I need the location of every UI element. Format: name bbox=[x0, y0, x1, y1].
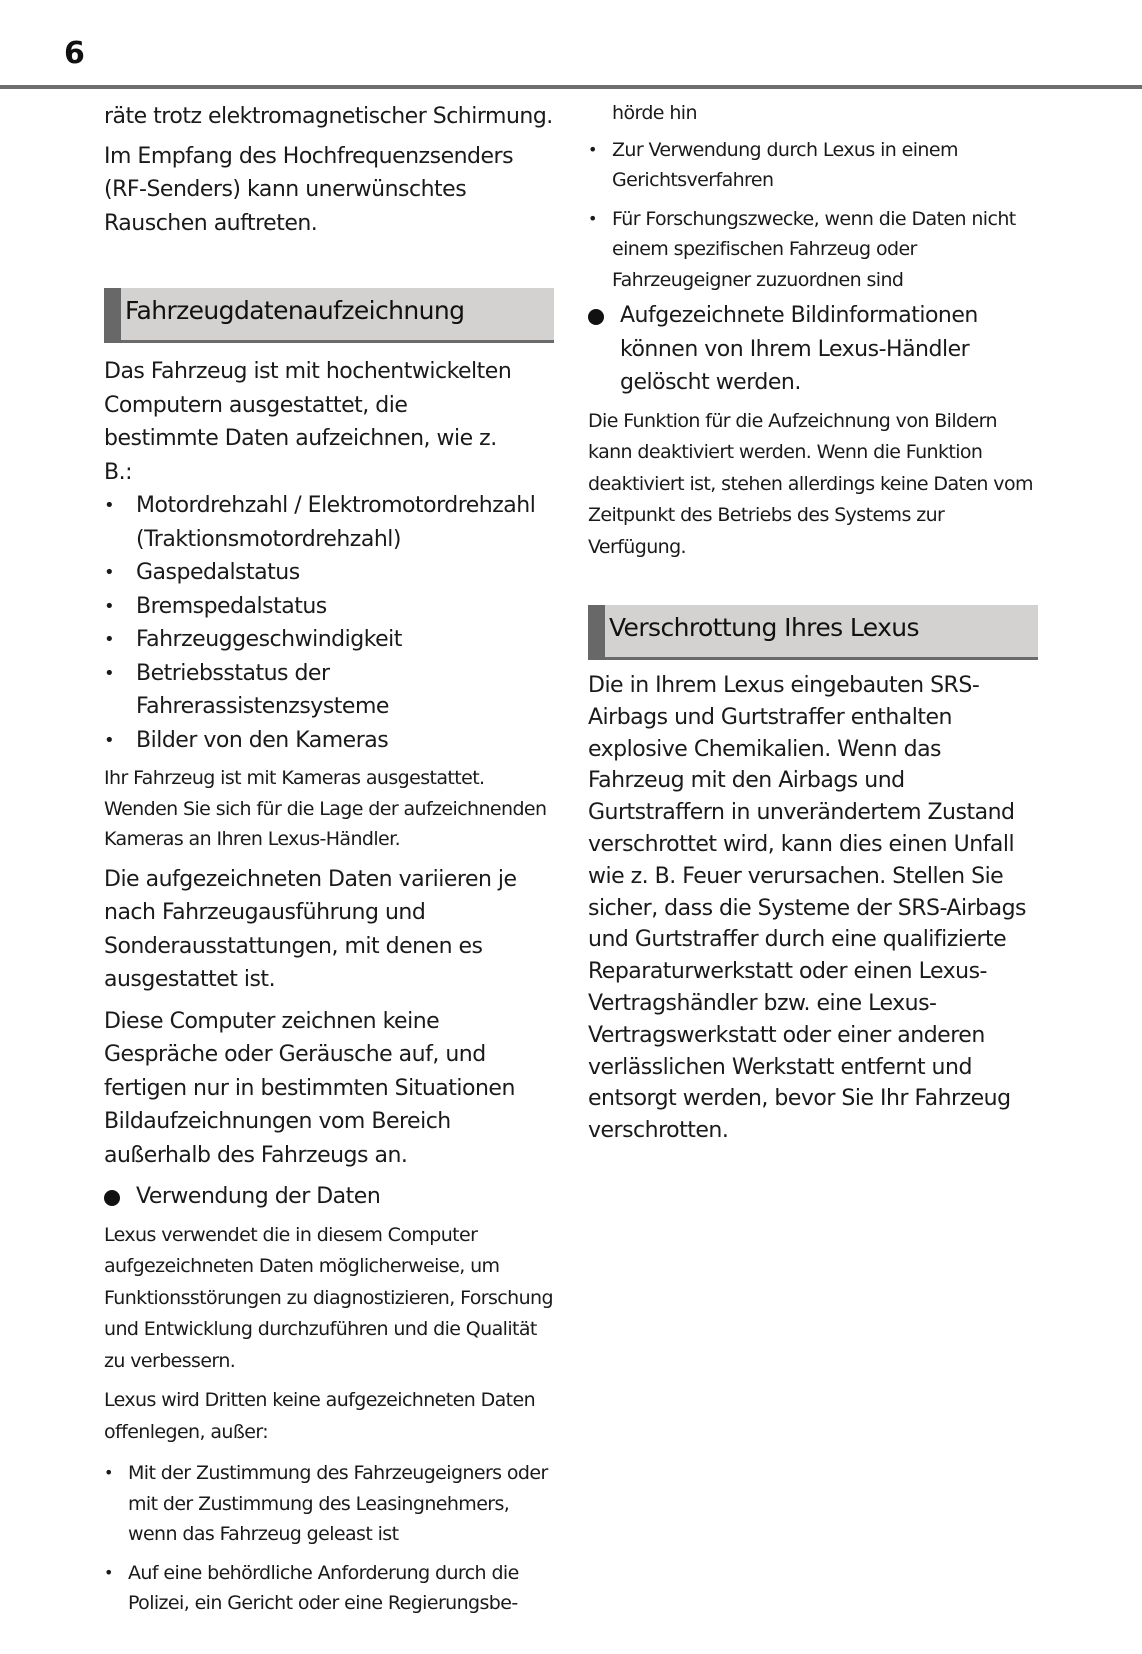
rf-note: Im Empfang des Hochfrequenzsenders (RF-Senders) kann unerwünschtes Rauschen auftreten. bbox=[104, 143, 514, 236]
right-column bbox=[588, 98, 1038, 1155]
disclosure-list bbox=[104, 1458, 554, 1619]
filled-circle-bullet-icon bbox=[104, 1190, 120, 1206]
list-item: • Gaspedalstatus bbox=[104, 556, 554, 590]
bullet-icon: • bbox=[104, 1463, 113, 1482]
list-item: • Mit der Zustimmung des Fahrzeugeigners oder mit der Zustimmung des Leasingnehmers, wenn das Fahrzeug geleast ist bbox=[104, 1458, 554, 1550]
bullet-icon: • bbox=[588, 139, 597, 159]
header-rule bbox=[0, 85, 1142, 89]
bullet-icon: • bbox=[104, 595, 115, 617]
bullet-icon: • bbox=[104, 1562, 113, 1582]
section-header-data-recording bbox=[104, 288, 554, 343]
section-header-accent-bar bbox=[588, 605, 605, 660]
bullet-icon: • bbox=[104, 729, 115, 751]
scrapping-body: Die in Ihrem Lexus eingebauten SRS-Airbags und Gurtstraffer enthalten explosive Chemikalien. Wenn das Fahrzeug mit den Airbags und Gurtstraffern in unverändertem Zustand verschrottet wird, kann dies einen Unfall wie z. B. Feuer verursachen. Stellen Sie sicher, dass die Systeme der SRS-Airbags und Gurtstraffer durch eine qualifizierte Reparaturwerkstatt oder einen Lexus-Vertragshändler bzw. eine Lexus-Vertragswerkstatt oder einer anderen verlässlichen Werkstatt entfernt und entsorgt werden, bevor Sie Ihr Fahrzeug verschrotten. bbox=[588, 673, 1027, 1144]
page-number: 6 bbox=[64, 36, 85, 71]
disclosure-intro: Lexus wird Dritten keine aufgezeichneten Daten offenlegen, außer: bbox=[104, 1389, 536, 1443]
list-item: • Motordrehzahl / Elektromotordrehzahl (Traktionsmotordrehzahl) bbox=[104, 489, 554, 556]
bullet-icon: • bbox=[104, 562, 115, 583]
section-intro: Das Fahrzeug ist mit hochentwickelten Computern ausgestattet, die bestimmte Daten aufzeichnen, wie z. B.: bbox=[104, 359, 512, 485]
section-header-accent-bar bbox=[104, 288, 121, 343]
list-item: • Für Forschungszwecke, wenn die Daten nicht einem spezifischen Fahrzeug oder Fahrzeugeigner zuzuordnen sind bbox=[588, 204, 1038, 296]
section-title: Fahrzeugdatenaufzeichnung bbox=[125, 296, 465, 325]
disclosure-list-continued bbox=[588, 135, 1038, 296]
camera-note: Ihr Fahrzeug ist mit Kameras ausgestattet. Wenden Sie sich für die Lage der aufzeichnenden Kameras an Ihren Lexus-Händler. bbox=[104, 767, 547, 850]
recorded-data-list bbox=[104, 489, 554, 757]
variation-text: Die aufgezeichneten Daten variieren je nach Fahrzeugausführung und Sonderausstattungen, mit denen es ausgestattet ist. bbox=[104, 866, 517, 992]
left-column bbox=[104, 100, 554, 1627]
intro-fragment: räte trotz elektromagnetischer Schirmung. bbox=[104, 104, 553, 129]
bullet-icon: • bbox=[104, 629, 115, 650]
list-item: • Bremspedalstatus bbox=[104, 590, 554, 624]
continuation-text: hörde hin bbox=[612, 102, 697, 124]
filled-circle-bullet-icon bbox=[588, 309, 604, 325]
list-item: • Betriebsstatus der Fahrerassistenzsysteme bbox=[104, 657, 554, 724]
bullet-icon: • bbox=[104, 662, 115, 684]
deactivation-note: Die Funktion für die Aufzeichnung von Bildern kann deaktiviert werden. Wenn die Funktion deaktiviert ist, stehen allerdings keine Daten vom Zeitpunkt des Betriebs des Systems zur Verfügung. bbox=[588, 409, 1033, 558]
bullet-icon: • bbox=[104, 495, 115, 516]
image-deletion-note: Aufgezeichnete Bildinformationen können von Ihrem Lexus-Händler gelöscht werden. bbox=[588, 299, 1038, 400]
list-item: • Auf eine behördliche Anforderung durch die Polizei, ein Gericht oder eine Regierungsbe- bbox=[104, 1558, 554, 1619]
list-item: • Fahrzeuggeschwindigkeit bbox=[104, 623, 554, 657]
usage-text: Lexus verwendet die in diesem Computer aufgezeichneten Daten möglicherweise, um Funktionsstörungen zu diagnostizieren, Forschung und Entwicklung durchzuführen und die Qualität zu verbessern. bbox=[104, 1223, 553, 1372]
section-title: Verschrottung Ihres Lexus bbox=[609, 613, 919, 642]
list-item: • Bilder von den Kameras bbox=[104, 724, 554, 758]
usage-heading: Verwendung der Daten bbox=[104, 1180, 554, 1214]
no-audio-text: Diese Computer zeichnen keine Gespräche oder Geräusche auf, und fertigen nur in bestimmten Situationen Bildaufzeichnungen vom Bereich außerhalb des Fahrzeugs an. bbox=[104, 1008, 515, 1168]
bullet-icon: • bbox=[588, 208, 597, 228]
list-item: • Zur Verwendung durch Lexus in einem Gerichtsverfahren bbox=[588, 135, 1038, 196]
section-header-scrapping bbox=[588, 605, 1038, 660]
